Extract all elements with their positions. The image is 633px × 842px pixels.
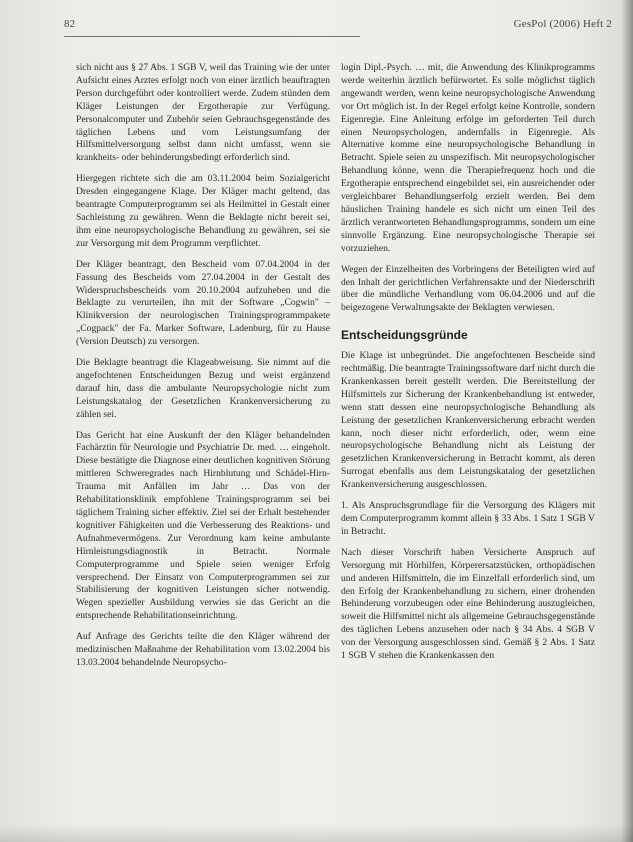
paragraph: sich nicht aus § 27 Abs. 1 SGB V, weil das Training wie der unter Aufsicht eines Arztes erfolgt noch von einer ärztlich beauftragten Person durchgeführt oder kontrolliert werde. Zudem stünden dem Kläger Leistungen der Ergotherapie zur Verfügung. Personalcomputer und Zubehör seien Gebrauchsgegenstände des täglichen Lebens und vom Leistungsumfang der Hilfsmittelversorgung selbst dann nicht umfasst, wenn sie krankheits- oder behinderungsbedingt erforderlich sind. <box>76 62 330 164</box>
paragraph: 1. Als Anspruchsgrundlage für die Versorgung des Klägers mit dem Computerprogramm kommt allein § 33 Abs. 1 Satz 1 SGB V in Betracht. <box>341 500 595 537</box>
section-heading: Entscheidungsgründe <box>341 328 468 343</box>
paragraph: Auf Anfrage des Gerichts teilte die den Kläger während der medizinischen Maßnahme der Rehabilitation vom 13.02.2004 bis 13.03.2004 behandelnde Neuropsycho- <box>76 631 330 668</box>
page-edge-shadow <box>621 0 633 842</box>
header-rule <box>64 36 360 37</box>
paragraph: Das Gericht hat eine Auskunft der den Kläger behandelnden Fachärztin für Neurologie und Psychiatrie Dr. med. … eingeholt. Diese bestätigte die Diagnose einer deutlichen kognitiven Störung mittleren Schweregrades nach Hirnblutung und Schädel-Hirn-Trauma mit Anfällen im Jahr … Das von der Rehabilitationsklinik empfohlene Trainingsprogramm sei bei täglichem Training sicher effektiv. Ziel sei der Erhalt bestehender kognitiver Fähigkeiten und die Verbesserung des Reaktions- und Aufnahmevermögens. Zur Verordnung kam keine ambulante Hirnleistungsdiagnostik in Betracht. Normale Computerprogramme und Spiele seien weniger Erfolg versprechend. Der Einsatz von Computerprogrammen sei zur Stabilisierung der kognitiven Leistungen sicher notwendig. Wegen spezieller Ausbildung verwies sie das Gericht an die entsprechende Rehabilitationseinrichtung. <box>76 429 330 622</box>
paragraph: Hiergegen richtete sich die am 03.11.2004 beim Sozialgericht Dresden eingegangene Klage. Der Kläger macht geltend, das beantragte Computerprogramm sei als Heilmittel in Gestalt einer Sachleistung zu gewähren. Wenn die Beklagte nicht bereit sei, ihm eine neuropsychologische Behandlung zu gewähren, sei sie zur Versorgung mit dem Programm verpflichtet. <box>76 173 330 249</box>
page-number: 82 <box>64 18 75 30</box>
paragraph: Wegen der Einzelheiten des Vorbringens der Beteiligten wird auf den Inhalt der gerichtlichen Verfahrensakte und der Niederschrift über die mündliche Verhandlung vom 06.04.2006 und auf die beigezogene Verwaltungsakte der Beklagten verwiesen. <box>341 263 595 314</box>
paragraph: login Dipl.-Psych. … mit, die Anwendung des Klinikprogramms werde weiterhin ärztlich befürwortet. Es solle möglichst täglich angewandt werden, wenn keine neuropsychologische Anwendung vor Ort möglich ist. In der Regel erfolgt keine Kontrolle, sondern Eigenregie. Eine Anleitung erfolge im geforderten Teil durch einen Neuropsychologen, andernfalls in Eigenregie. Als Alternative komme eine neuropsychologische Behandlung in Betracht. Spiele seien zu unspezifisch. Mit neuropsychologischer Behandlung könne, wenn die Therapiefrequenz hoch und die Ergotherapie entsprechend eingebildet sei, ein ausreichender oder vergleichbarer Behandlungserfolg erzielt werden. Bei dem häuslichen Training handele es sich nicht um einen Teil des ärztlich verantworteten Behandlungsprogramms, sondern um eine sinnvolle Ergänzung. Eine neuropsychologische Therapie sei vorzuziehen. <box>341 62 595 254</box>
page-bottom-shadow <box>0 824 633 842</box>
paragraph: Der Kläger beantragt, den Bescheid vom 07.04.2004 in der Fassung des Bescheids vom 27.04.2004 in der Gestalt des Widerspruchsbescheids vom 20.10.2004 aufzuheben und die Beklagte zu verurteilen, ihn mit der Software „Cogwin" – Klinikversion der neurologischen Trainingsprogrammpakete „Cogpack" der Fa. Marker Software, Ladenburg, für zu Hause (Version Deutsch) zu versorgen. <box>76 258 330 348</box>
right-column <box>341 62 595 671</box>
paragraph: Nach dieser Vorschrift haben Versicherte Anspruch auf Versorgung mit Hörhilfen, Körperersatzstücken, orthopädischen und anderen Hilfsmitteln, die im Einzelfall erforderlich sind, um den Erfolg der Krankenbehandlung zu sichern, einer drohenden Behinderung vorzubeugen oder eine Behinderung auszugleichen, soweit die Hilfsmittel nicht als allgemeine Gebrauchsgegenstände des täglichen Lebens anzusehen oder nach § 34 Abs. 4 SGB V von der Versorgung ausgeschlossen sind. Gemäß § 2 Abs. 1 Satz 1 SGB V stehen die Krankenkassen den <box>341 546 595 662</box>
paragraph: Die Klage ist unbegründet. Die angefochtenen Bescheide sind rechtmäßig. Die beantragte Trainingssoftware darf nicht durch die Krankenkassen bereit gestellt werden. Die Bereitstellung der Hilfsmittels zur Sicherung der Krankenbehandlung ist entweder, wenn statt dessen eine neuropsychologische Behandlung als Leistung der gesetzlichen Krankenversicherung erbracht werden kann, noch dieser nicht erforderlich, oder, wenn eine neuropsychologische Behandlung nicht als Leistung der gesetzlichen Krankenversicherung in Betracht kommt, als deren Surrogat ebenfalls aus dem Leistungskatalog der gesetzlichen Krankenversicherung ausgeschlossen. <box>341 350 595 491</box>
journal-reference: GesPol (2006) Heft 2 <box>513 18 612 30</box>
page-header <box>64 16 612 36</box>
left-column <box>76 62 330 678</box>
paragraph: Die Beklagte beantragt die Klageabweisung. Sie nimmt auf die angefochtenen Entscheidungen Bezug und weist ergänzend darauf hin, dass die ambulante Neuropsychologie nicht zum Leistungskatalog der Gesetzlichen Krankenversicherung zu zählen sei. <box>76 357 330 420</box>
